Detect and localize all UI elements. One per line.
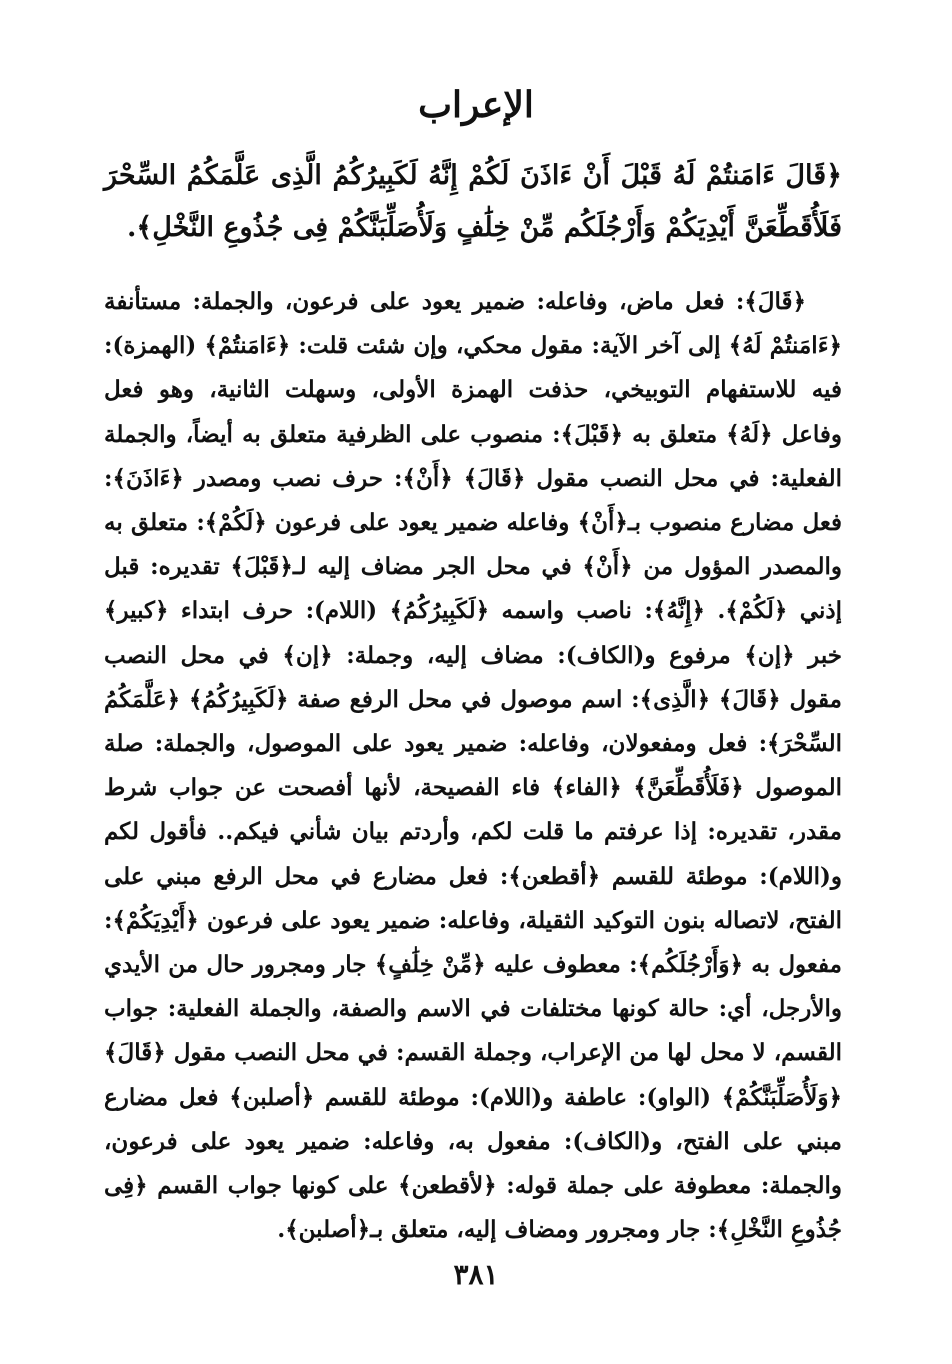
commentary-paragraph: ﴿قَالَ﴾: فعل ماض، وفاعله: ضمير يعود على فرعون، والجملة: مستأنفة ﴿ءَامَنتُمْ لَهُ﴾ إلى آخر الآية: مقول محكي، وإن شئت قلت: ﴿ءَامَنتُمْ﴾ (الهمزة): فيه للاستفهام التوبيخي، حذفت الهمزة الأولى، وسهلت الثانية، وهو فعل وفاعل ﴿لَهُ﴾ متعلق به ﴿قَبْلَ﴾: منصوب على الظرفية متعلق به أيضاً، والجملة الفعلية: في محل النصب مقول ﴿قَالَ﴾ ﴿أَنْ﴾: حرف نصب ومصدر ﴿ءَاذَنَ﴾: فعل مضارع منصوب بـ﴿أَنْ﴾ وفاعله ضمير يعود على فرعون ﴿لَكُمْ﴾: متعلق به والمصدر المؤول من ﴿أَنْ﴾ في محل الجر مضاف إليه لـ﴿قَبْلَ﴾ تقديره: قبل إذني ﴿لَكُمْ﴾. ﴿إِنَّهُ﴾: ناصب واسمه ﴿لَكَبِيرُكُمُ﴾ (اللام): حرف ابتداء ﴿كبير﴾ خبر ﴿إن﴾ مرفوع و(الكاف): مضاف إليه، وجملة: ﴿إن﴾ في محل النصب مقول ﴿قَالَ﴾ ﴿الَّذِى﴾: اسم موصول في محل الرفع صفة ﴿لَكَبِيرُكُمُ﴾ ﴿عَلَّمَكُمُ السِّحْرَ﴾: فعل ومفعولان، وفاعله: ضمير يعود على الموصول، والجملة: صلة الموصول ﴿فَلَأُقَطِّعَنَّ﴾ ﴿الفاء﴾ فاء الفصيحة، لأنها أفصحت عن جواب شرط مقدر، تقديره: إذا عرفتم ما قلت لكم، وأردتم بيان شأني فيكم.. فأقول لكم و(اللام): موطئة للقسم ﴿أقطعن﴾: فعل مضارع في محل الرفع مبني على الفتح، لاتصاله بنون التوكيد الثقيلة، وفاعله: ضمير يعود على فرعون ﴿أَيْدِيَكُمْ﴾: مفعول به ﴿وَأَرْجُلَكُم﴾: معطوف عليه ﴿مِّنْ خِلَٰفٍ﴾ جار ومجرور حال من الأيدي والأرجل، أي: حالة كونها مختلفات في الاسم والصفة، والجملة الفعلية: جواب القسم، لا محل لها من الإعراب، وجملة القسم: في محل النصب مقول ﴿قَالَ﴾ ﴿وَلَأُصَلِّبَنَّكُمْ﴾ (الواو): عاطفة و(اللام): موطئة للقسم ﴿أصلبن﴾ فعل مضارع مبني على الفتح، و(الكاف): مفعول به، وفاعله: ضمير يعود على فرعون، والجملة: معطوفة على جملة قوله: ﴿لأقطعن﴾ على كونها جواب القسم ﴿فِى جُذُوعِ النَّخْلِ﴾: جار ومجرور ومضاف إليه، متعلق بـ﴿أصلبن﴾. [104, 288, 842, 1244]
parsing-commentary [104, 280, 842, 1252]
page-number: ٣٨١ [453, 1258, 499, 1291]
quran-verse: ﴿قَالَ ءَامَنتُمْ لَهُ قَبْلَ أَنْ ءَاذَنَ لَكُمْ إِنَّهُ لَكَبِيرُكُمُ الَّذِى عَلَّمَكُمُ السِّحْرَ فَلَأُقَطِّعَنَّ أَيْدِيَكُمْ وَأَرْجُلَكُم مِّنْ خِلَٰفٍ وَلَأُصَلِّبَنَّكُمْ فِى جُذُوعِ النَّخْلِ﴾. [104, 160, 842, 243]
page-title: الإعراب [418, 84, 534, 126]
